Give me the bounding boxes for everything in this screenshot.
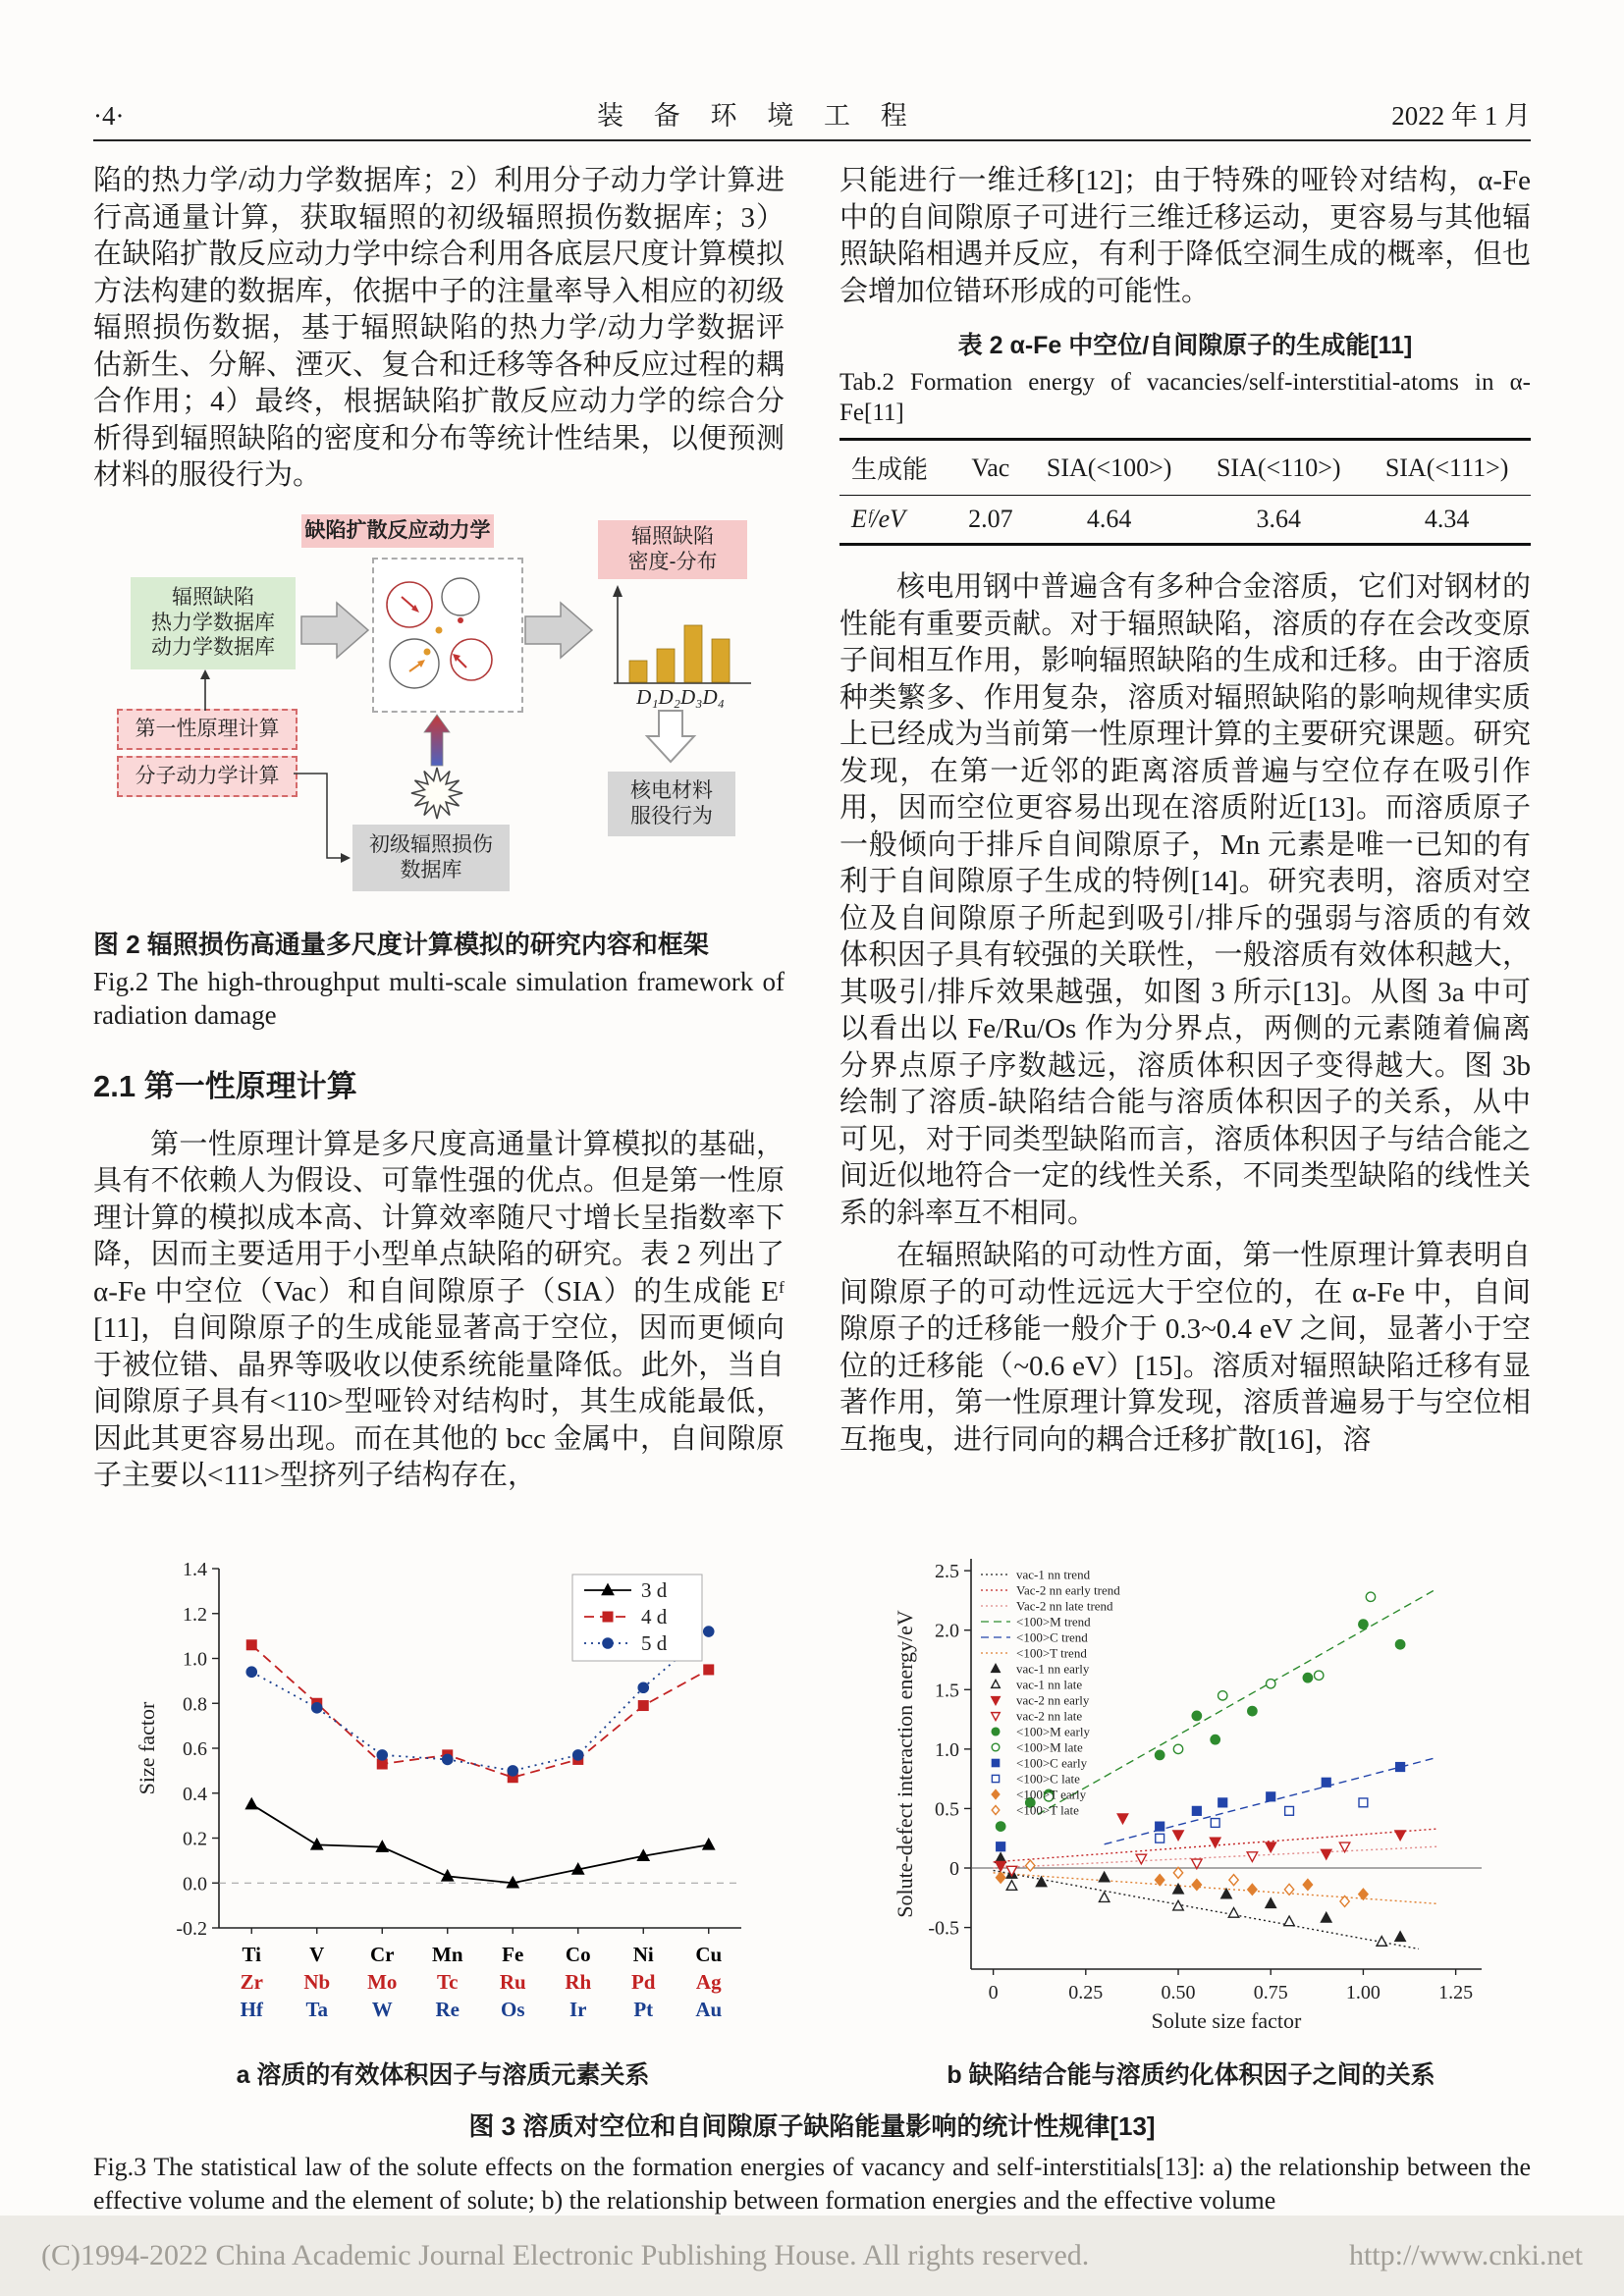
table-header-cell: SIA(<111>) xyxy=(1363,440,1531,496)
svg-text:Ag: Ag xyxy=(695,1970,722,1994)
two-column-body xyxy=(93,163,1531,1501)
svg-text:Os: Os xyxy=(500,1998,525,2021)
svg-text:<100>T trend: <100>T trend xyxy=(1016,1645,1087,1661)
table-cell: 3.64 xyxy=(1256,505,1301,533)
svg-text:W: W xyxy=(371,1998,393,2021)
gradient-arrow-up-icon xyxy=(424,715,450,766)
size-factor-chart xyxy=(129,1543,757,2054)
left-column xyxy=(93,163,785,1501)
hollow-arrow-down-icon xyxy=(647,711,694,762)
header-rule xyxy=(93,139,1531,141)
formation-energy-table xyxy=(839,438,1531,546)
svg-text:Mn: Mn xyxy=(432,1943,463,1966)
svg-text:vac-1 nn trend: vac-1 nn trend xyxy=(1016,1567,1091,1582)
svg-text:1.00: 1.00 xyxy=(1345,1982,1380,2003)
body-paragraph: 核电用钢中普遍含有多种合金溶质，它们对钢材的性能有重要贡献。对于辐照缺陷，溶质的存在会改变原子间相互作用，影响辐照缺陷的生成和迁移。由于溶质种类繁多、作用复杂，溶质对辐照缺陷的影响规律实质上已经成为当前第一性原理计算的主要研究课题。研究发现，在第一近邻的距离溶质普遍与空位存在吸引作用，因而空位更容易出现在溶质附近[13]。而溶质原子一般倾向于排斥自间隙原子，Mn 元素是唯一已知的有利于自间隙原子生成的特例[14]。研究表明，溶质对空位及自间隙原子所起到吸引/排斥的强弱与溶质的有效体积因子具有较强的关联性，一般溶质有效体积越大，其吸引/排斥效果越强，如图 3 所示[13]。从图 3a 中可以看出以 Fe/Ru/Os 作为分界点，两侧的元素随着偏离分界点原子序数越远，溶质体积因子变得越大。图 3b 绘制了溶质-缺陷结合能与溶质体积因子的关系，从中可见，对于同类型缺陷而言，溶质体积因子与结合能之间近似地符合一定的线性关系，不同类型缺陷的线性关系的斜率互不相同。 xyxy=(839,571,1531,1229)
svg-text:0.50: 0.50 xyxy=(1161,1982,1196,2003)
svg-text:vac-1 nn early: vac-1 nn early xyxy=(1016,1661,1090,1677)
cnki-url: http://www.cnki.net xyxy=(1348,2239,1583,2271)
figure2-caption-en: Fig.2 The high-throughput multi-scale simulation framework of radiation damage xyxy=(93,966,785,1030)
svg-text:Ti: Ti xyxy=(242,1943,261,1966)
figure2-node-service-behavior: 核电材料 服役行为 xyxy=(608,772,735,836)
table2-title-en: Tab.2 Formation energy of vacancies/self-interstitial-atoms in α-Fe[11] xyxy=(839,369,1531,426)
svg-text:<100>C early: <100>C early xyxy=(1016,1755,1088,1771)
figure3-charts xyxy=(93,1543,1531,2091)
table-cell: Eᶠ/eV xyxy=(851,505,906,533)
figure2-node-simulation-cell xyxy=(372,558,523,713)
svg-text:-0.2: -0.2 xyxy=(176,1918,207,1940)
svg-text:<100>T late: <100>T late xyxy=(1016,1802,1079,1818)
svg-text:0.5: 0.5 xyxy=(935,1798,959,1821)
svg-text:vac-1 nn late: vac-1 nn late xyxy=(1016,1677,1083,1692)
table2-block xyxy=(839,326,1531,546)
body-paragraph: 第一性原理计算是多尺度高通量计算模拟的基础，具有不依赖人为假设、可靠性强的优点。但是第一性原理计算的模拟成本高、计算效率随尺寸增长呈指数率下降，因而主要适用于小型单点缺陷的研究。表 2 列出了 α-Fe 中空位（Vac）和自间隙原子（SIA）的生成能 Eᶠ [11]，自间隙原子的生成能显著高于空位，因而更倾向于被位错、晶界等吸收以使系统能量降低。此外，当自间隙原子具有<110>型哑铃对结构时，其生成能最低，因此其更容易出现。而在其他的 bcc 金属中，自间隙原子主要以<111>型挤列子结构存在， xyxy=(93,1128,785,1491)
explosion-icon xyxy=(411,768,462,819)
svg-text:<100>C trend: <100>C trend xyxy=(1016,1629,1088,1645)
chart-a-wrap xyxy=(129,1543,757,2091)
svg-text:5 d: 5 d xyxy=(641,1631,668,1655)
figure3-caption-cn: 图 3 溶质对空位和自间隙原子缺陷能量影响的统计性规律[13] xyxy=(468,2111,1156,2141)
svg-text:0: 0 xyxy=(988,1982,999,2003)
svg-text:<100>M early: <100>M early xyxy=(1016,1724,1090,1739)
svg-text:2.0: 2.0 xyxy=(935,1620,959,1642)
svg-text:V: V xyxy=(309,1943,325,1966)
svg-text:Solute size factor: Solute size factor xyxy=(1151,2008,1302,2033)
table-header-cell: Vac xyxy=(957,440,1024,496)
svg-text:vac-2 nn late: vac-2 nn late xyxy=(1016,1708,1083,1724)
svg-text:Mo: Mo xyxy=(367,1970,398,1994)
svg-text:0.6: 0.6 xyxy=(183,1738,207,1760)
table-cell: 4.34 xyxy=(1424,505,1470,533)
svg-text:Re: Re xyxy=(435,1998,460,2021)
chevron-right-icon xyxy=(301,603,368,658)
figure2-node-first-principles: 第一性原理计算 xyxy=(117,709,298,750)
chart-a-caption: a 溶质的有效体积因子与溶质元素关系 xyxy=(236,2061,650,2089)
figure2-node-primary-damage: 初级辐照损伤 数据库 xyxy=(352,825,510,891)
svg-text:<100>M trend: <100>M trend xyxy=(1016,1614,1091,1629)
page-footer xyxy=(0,2216,1624,2296)
svg-text:0.25: 0.25 xyxy=(1068,1982,1104,2003)
svg-text:2.5: 2.5 xyxy=(935,1561,959,1583)
figure2-node-kinetics: 缺陷扩散反应动力学 xyxy=(301,514,494,548)
table2-title-cn: 表 2 α-Fe 中空位/自间隙原子的生成能[11] xyxy=(957,332,1413,359)
issue-date: 2022 年 1 月 xyxy=(1391,101,1531,131)
figure2-bar-label: D₁D₂D₃D₄ xyxy=(636,684,725,709)
svg-text:Solute-defect interaction ener: Solute-defect interaction energy/eV xyxy=(893,1610,917,1918)
right-column xyxy=(839,163,1531,1501)
figure2-node-molecular-dynamics: 分子动力学计算 xyxy=(117,756,298,797)
svg-text:4 d: 4 d xyxy=(641,1605,668,1629)
mini-bar-chart xyxy=(613,585,751,683)
figure3-caption-en: Fig.3 The statistical law of the solute effects on the formation energies of vacancy and self-interstitials[13]: a) the relationship between the effective volume and the element of solute; b) the relationship between formation energies and the effective volume xyxy=(93,2153,1531,2215)
svg-text:0: 0 xyxy=(949,1858,959,1881)
svg-text:<100>T early: <100>T early xyxy=(1016,1787,1087,1802)
figure2-caption-cn: 图 2 辐照损伤高通量多尺度计算模拟的研究内容和框架 xyxy=(93,929,709,959)
table-header-cell: SIA(<100>) xyxy=(1024,440,1194,496)
table-cell: 4.64 xyxy=(1086,505,1132,533)
figure2-diagram xyxy=(115,514,763,915)
svg-text:Zr: Zr xyxy=(240,1970,263,1994)
svg-text:1.0: 1.0 xyxy=(183,1648,207,1671)
svg-text:Tc: Tc xyxy=(437,1970,459,1994)
svg-text:Hf: Hf xyxy=(240,1998,263,2021)
copyright-text: (C)1994-2022 China Academic Journal Electronic Publishing House. All rights reserved. xyxy=(41,2239,1090,2271)
chevron-right-icon xyxy=(525,603,592,658)
svg-text:0.0: 0.0 xyxy=(183,1873,207,1896)
svg-text:<100>M late: <100>M late xyxy=(1016,1739,1083,1755)
figure2-node-database: 辐照缺陷 热力学数据库 动力学数据库 xyxy=(131,577,296,669)
chart-b-caption: b 缺陷结合能与溶质约化体积因子之间的关系 xyxy=(947,2061,1435,2089)
body-paragraph: 只能进行一维迁移[12]；由于特殊的哑铃对结构，α-Fe 中的自间隙原子可进行三维迁移运动，更容易与其他辐照缺陷相遇并反应，有利于降低空洞生成的概率，但也会增加位错环形成的可能性。 xyxy=(839,165,1531,307)
table-header-cell: 生成能 xyxy=(839,440,957,496)
svg-text:vac-2 nn early: vac-2 nn early xyxy=(1016,1692,1090,1708)
svg-text:Vac-2 nn late trend: Vac-2 nn late trend xyxy=(1016,1598,1113,1614)
body-paragraph: 在辐照缺陷的可动性方面，第一性原理计算表明自间隙原子的可动性远远大于空位的，在 α-Fe 中，自间隙原子的迁移能一般介于 0.3~0.4 eV 之间，显著小于空位的迁移能（~0.6 eV）[15]。溶质对辐照缺陷迁移有显著作用，第一性原理计算发现，溶质普遍易于与空位相互拖曳，进行同向的耦合迁移扩散[16]，溶 xyxy=(839,1240,1531,1456)
svg-text:Au: Au xyxy=(695,1998,723,2021)
svg-text:1.5: 1.5 xyxy=(935,1680,959,1702)
page-number: ·4· xyxy=(93,101,125,131)
connector-line xyxy=(294,774,351,863)
page-header xyxy=(93,94,1531,133)
svg-text:Ir: Ir xyxy=(569,1998,587,2021)
svg-text:-0.5: -0.5 xyxy=(928,1917,959,1940)
svg-text:Ru: Ru xyxy=(499,1970,526,1994)
table-header-cell: SIA(<110>) xyxy=(1194,440,1363,496)
svg-text:Pd: Pd xyxy=(630,1970,656,1994)
svg-text:Cu: Cu xyxy=(695,1943,723,1966)
svg-text:Cr: Cr xyxy=(370,1943,395,1966)
svg-text:Fe: Fe xyxy=(502,1943,524,1966)
svg-text:1.25: 1.25 xyxy=(1438,1982,1474,2003)
svg-text:<100>C late: <100>C late xyxy=(1016,1771,1080,1787)
svg-text:Vac-2 nn early trend: Vac-2 nn early trend xyxy=(1016,1582,1120,1598)
chart-b-wrap xyxy=(887,1543,1495,2091)
svg-text:1.4: 1.4 xyxy=(183,1559,207,1580)
interaction-energy-chart xyxy=(887,1543,1495,2054)
journal-title: 装 备 环 境 工 程 xyxy=(596,101,919,131)
svg-text:1.0: 1.0 xyxy=(935,1738,959,1761)
svg-text:Pt: Pt xyxy=(633,1998,654,2021)
svg-text:Ta: Ta xyxy=(305,1998,329,2021)
svg-text:0.4: 0.4 xyxy=(183,1783,207,1805)
svg-text:Ni: Ni xyxy=(632,1943,654,1966)
body-paragraph: 陷的热力学/动力学数据库；2）利用分子动力学计算进行高通量计算，获取辐照的初级辐照损伤数据库；3）在缺陷扩散反应动力学中综合利用各底层尺度计算模拟方法构建的数据库，依据中子的注量率导入相应的初级辐照损伤数据，基于辐照缺陷的热力学/动力学数据评估新生、分解、湮灭、复合和迁移等各种反应过程的耦合作用；4）最终，根据缺陷扩散反应动力学的综合分析得到辐照缺陷的密度和分布等统计性结果，以便预测材料的服役行为。 xyxy=(93,165,785,491)
svg-text:Nb: Nb xyxy=(303,1970,331,1994)
svg-text:3 d: 3 d xyxy=(641,1578,668,1602)
svg-text:0.2: 0.2 xyxy=(183,1828,207,1850)
table-cell: 2.07 xyxy=(968,505,1013,533)
arrow-up-icon xyxy=(200,669,210,711)
svg-text:0.8: 0.8 xyxy=(183,1693,207,1716)
svg-text:Size factor: Size factor xyxy=(135,1701,159,1795)
svg-text:1.2: 1.2 xyxy=(183,1603,207,1626)
figure3-block xyxy=(93,1543,1531,2217)
svg-text:0.75: 0.75 xyxy=(1253,1982,1288,2003)
svg-text:Rh: Rh xyxy=(565,1970,592,1994)
figure2-node-density: 辐照缺陷 密度-分布 xyxy=(598,520,747,579)
svg-text:Co: Co xyxy=(565,1943,591,1966)
section-heading: 2.1 第一性原理计算 xyxy=(93,1068,357,1103)
